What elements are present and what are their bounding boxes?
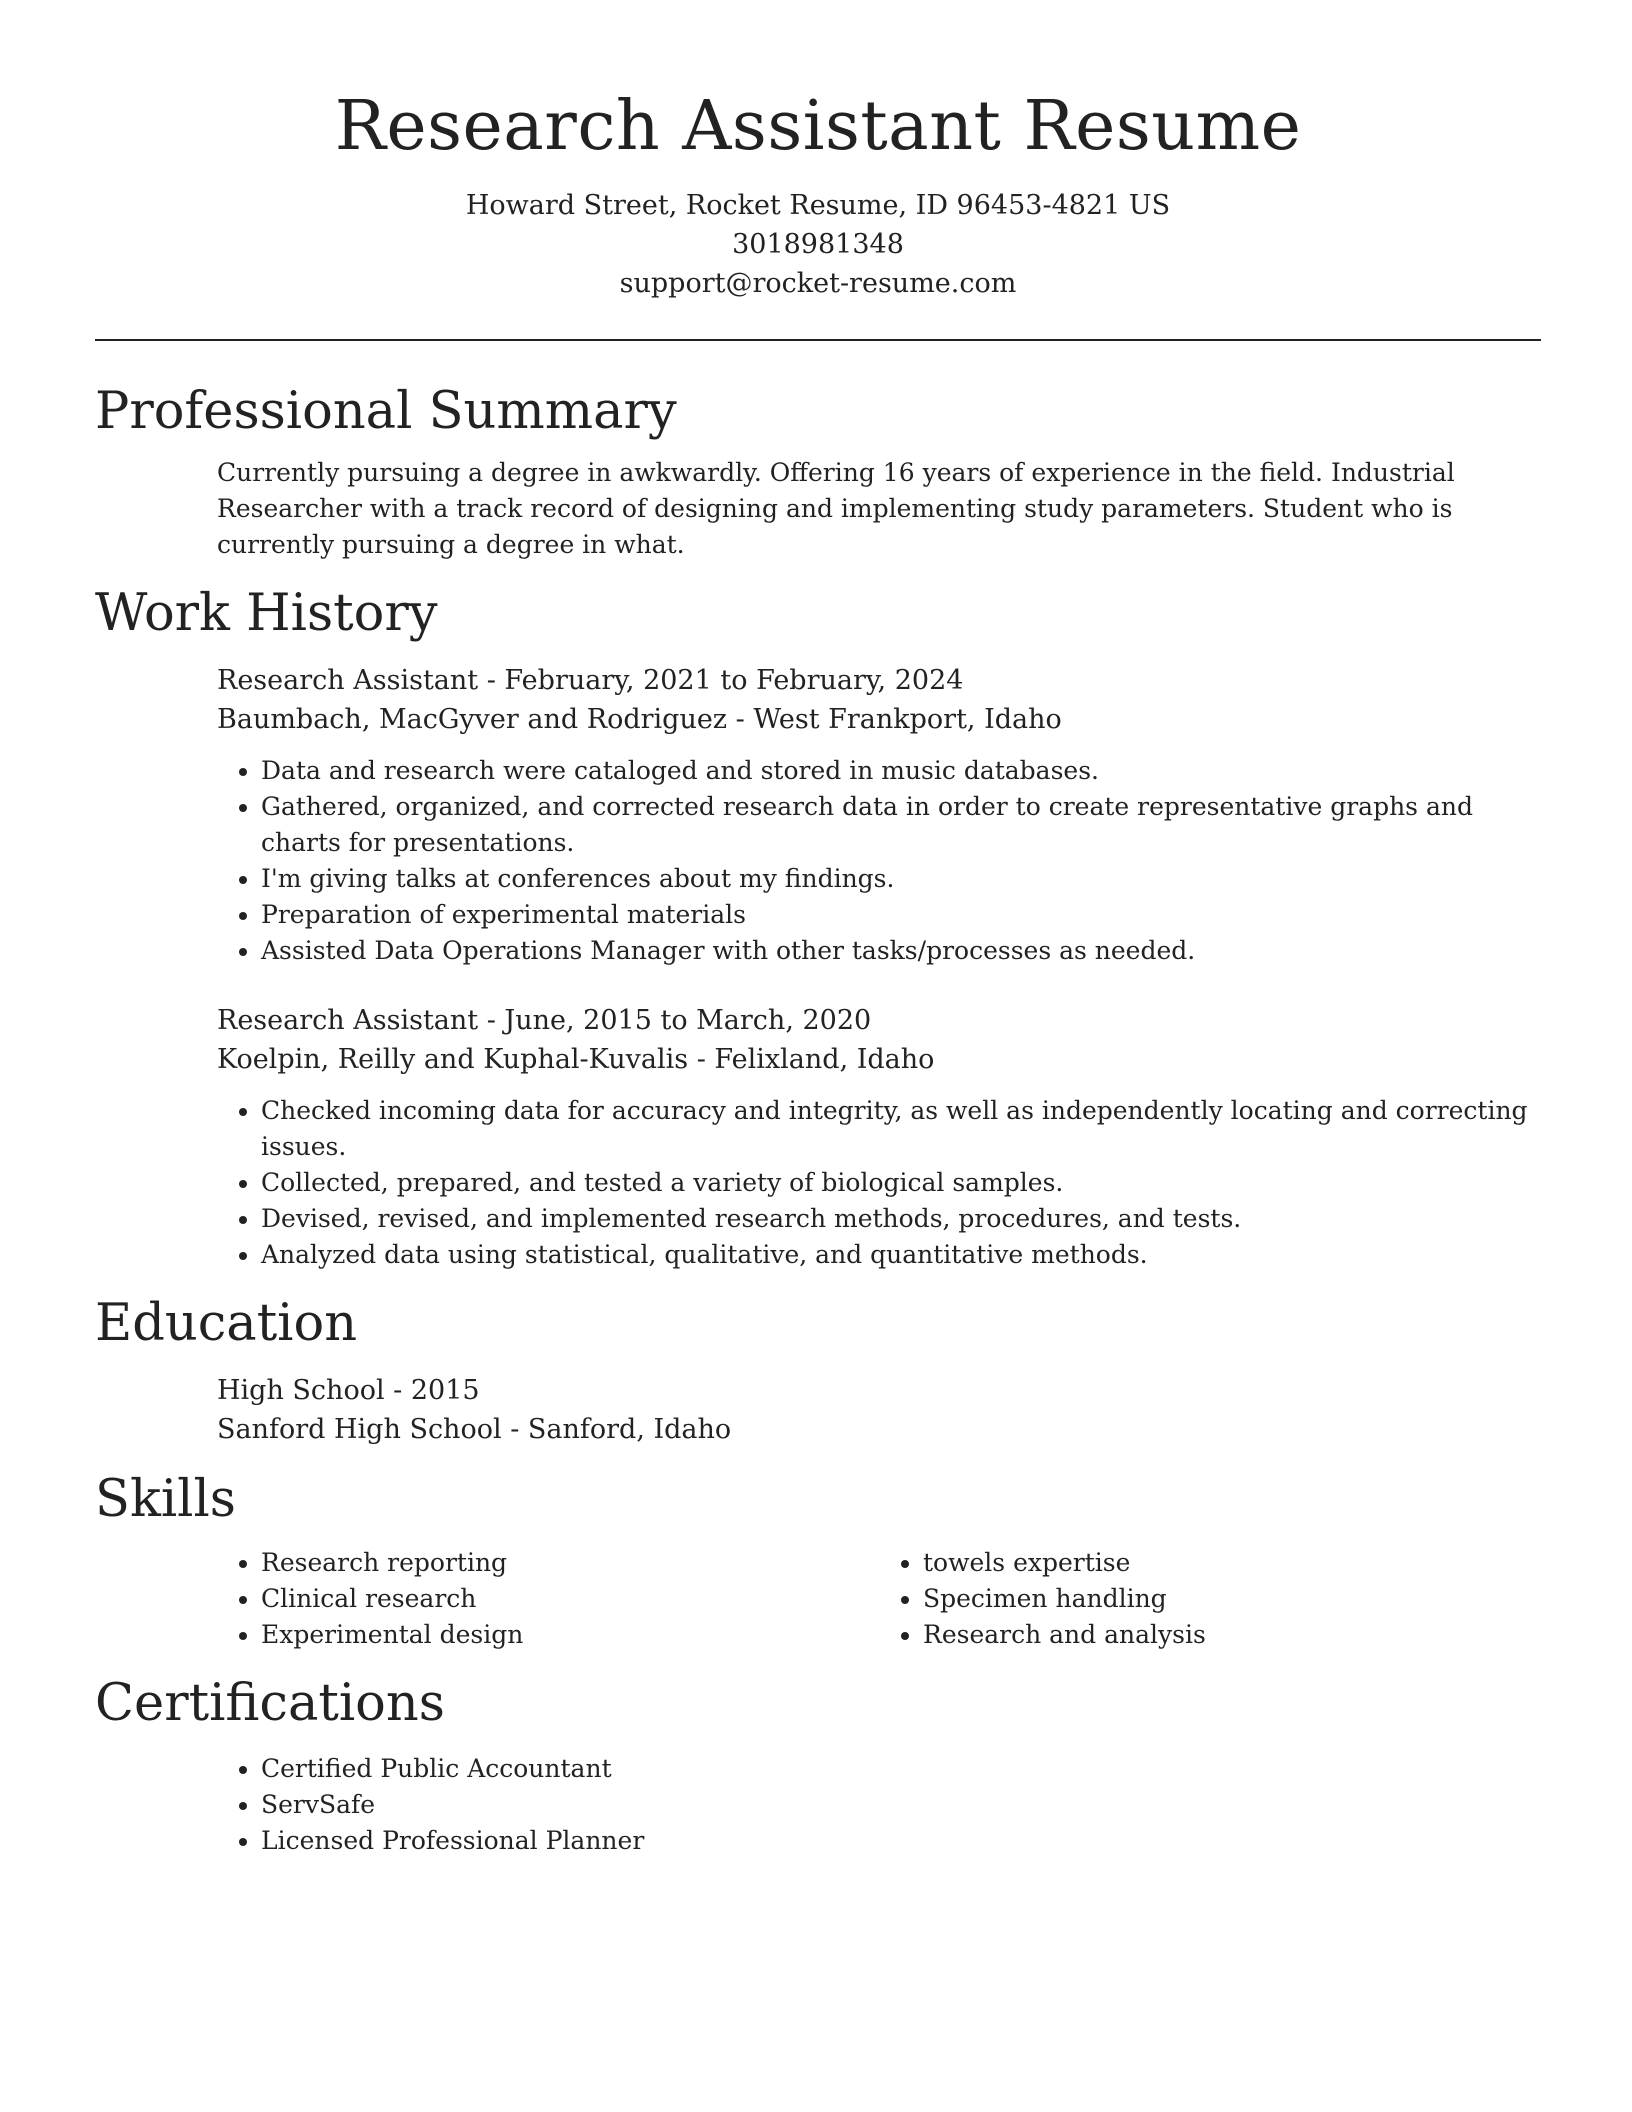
job-title-line xyxy=(217,661,1541,700)
graduation-year: - 2015 xyxy=(384,1375,480,1406)
list-item: • Collected, prepared, and tested a variety of biological samples. xyxy=(261,1165,1541,1201)
school-line xyxy=(217,1410,1541,1449)
job-entry xyxy=(217,1001,1541,1273)
list-item: • Licensed Professional Planner xyxy=(261,1823,1541,1859)
job-company: Baumbach, MacGyver and Rodriguez xyxy=(217,704,728,735)
job-company: Koelpin, Reilly and Kuphal-Kuvalis xyxy=(217,1044,689,1075)
header-divider xyxy=(95,339,1541,341)
list-item: • I'm giving talks at conferences about my findings. xyxy=(261,861,1541,897)
job-company-line xyxy=(217,1040,1541,1079)
school-name: Sanford High School xyxy=(217,1414,502,1445)
list-item: • towels expertise xyxy=(923,1545,1541,1581)
job-duties-list xyxy=(217,1093,1541,1273)
work-history-heading: Work History xyxy=(95,584,438,643)
skills-list-left xyxy=(217,1545,879,1653)
degree: High School xyxy=(217,1375,385,1406)
school-location: - Sanford, Idaho xyxy=(501,1414,732,1445)
job-location: - Felixland, Idaho xyxy=(688,1044,935,1075)
certifications-list xyxy=(217,1751,1541,1859)
list-item: • Clinical research xyxy=(261,1581,879,1617)
list-item: • Certified Public Accountant xyxy=(261,1751,1541,1787)
list-item: • Checked incoming data for accuracy and integrity, as well as independently locating and correcting issues. xyxy=(261,1093,1541,1165)
job-title-line xyxy=(217,1001,1541,1040)
address-text: Howard Street, Rocket Resume, ID 96453-4821 US xyxy=(465,190,1171,221)
list-item: • Research and analysis xyxy=(923,1617,1541,1653)
email-text: support@rocket-resume.com xyxy=(619,268,1017,299)
resume-title: Research Assistant Resume xyxy=(334,87,1302,166)
job-title: Research Assistant xyxy=(217,665,479,696)
work-history-section xyxy=(95,581,1541,1273)
summary-text: Currently pursuing a degree in awkwardly. Offering 16 years of experience in the field. Industrial Researcher with a track record of designing and implementing study parameters. Student who is currently pursuing a degree in what. xyxy=(217,458,1455,559)
job-duties-list xyxy=(217,753,1541,969)
contact-info xyxy=(95,186,1541,303)
job-dates: - June, 2015 to March, 2020 xyxy=(478,1005,872,1036)
summary-heading: Professional Summary xyxy=(95,382,677,441)
certifications-entry xyxy=(217,1751,1541,1859)
job-location: - West Frankport, Idaho xyxy=(727,704,1062,735)
skills-columns xyxy=(217,1533,1541,1653)
education-section xyxy=(95,1291,1541,1449)
list-item: • Data and research were cataloged and stored in music databases. xyxy=(261,753,1541,789)
list-item: • Research reporting xyxy=(261,1545,879,1581)
education-entry xyxy=(217,1371,1541,1449)
skills-list-right xyxy=(879,1545,1541,1653)
degree-line xyxy=(217,1371,1541,1410)
list-item: • ServSafe xyxy=(261,1787,1541,1823)
summary-section xyxy=(95,379,1541,563)
list-item: • Experimental design xyxy=(261,1617,879,1653)
list-item: • Analyzed data using statistical, qualitative, and quantitative methods. xyxy=(261,1237,1541,1273)
job-title: Research Assistant xyxy=(217,1005,479,1036)
skills-section xyxy=(95,1467,1541,1653)
list-item: • Assisted Data Operations Manager with other tasks/processes as needed. xyxy=(261,933,1541,969)
job-company-line xyxy=(217,700,1541,739)
list-item: • Gathered, organized, and corrected research data in order to create representative graphs and charts for presentations. xyxy=(261,789,1541,861)
phone-text: 3018981348 xyxy=(732,229,904,260)
certifications-heading: Certifications xyxy=(95,1674,445,1733)
certifications-section xyxy=(95,1671,1541,1859)
list-item: • Specimen handling xyxy=(923,1581,1541,1617)
resume-page xyxy=(95,0,1541,1859)
job-dates: - February, 2021 to February, 2024 xyxy=(478,665,964,696)
job-entry xyxy=(217,661,1541,969)
skills-heading: Skills xyxy=(95,1470,236,1529)
resume-header xyxy=(95,0,1541,303)
list-item: • Devised, revised, and implemented research methods, procedures, and tests. xyxy=(261,1201,1541,1237)
list-item: • Preparation of experimental materials xyxy=(261,897,1541,933)
education-heading: Education xyxy=(95,1294,358,1353)
